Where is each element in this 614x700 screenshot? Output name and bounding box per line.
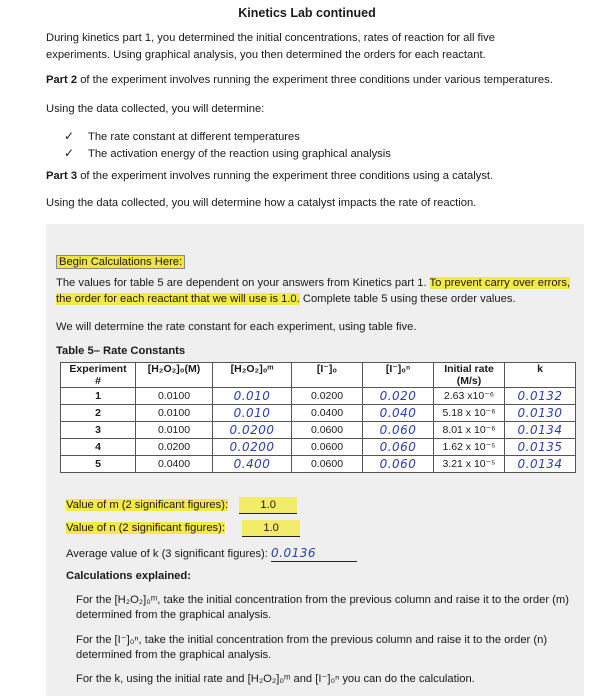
checkmark-icon: ✓ <box>64 146 75 160</box>
handwritten-cell[interactable]: 0.0130 <box>505 405 576 422</box>
handwritten-cell[interactable]: 0.0200 <box>213 439 292 456</box>
handwritten-cell[interactable]: 0.400 <box>213 456 292 473</box>
handwritten-cell[interactable]: 0.060 <box>363 439 434 456</box>
table-header-row <box>61 363 576 388</box>
handwritten-cell[interactable]: 0.060 <box>363 456 434 473</box>
average-k-row <box>66 545 357 562</box>
part2-using: Using the data collected, you will determine: <box>46 103 265 115</box>
part2-paragraph <box>46 72 553 88</box>
rate-constant-line: We will determine the rate constant for each experiment, using table five. <box>56 321 417 333</box>
handwritten-cell[interactable]: 0.0132 <box>505 388 576 405</box>
calc-p3: For the k, using the initial rate and [H₂O₂]₀ᵐ and [I⁻]₀ⁿ you can do the calculation. <box>76 673 475 685</box>
bullet-item <box>64 129 300 143</box>
handwritten-cell[interactable]: 0.010 <box>213 405 292 422</box>
handwritten-cell[interactable]: 0.010 <box>213 388 292 405</box>
rate-constants-table <box>60 362 576 473</box>
header-iodide-n: [I⁻]₀ⁿ <box>363 363 434 388</box>
handwritten-cell[interactable]: 0.0134 <box>505 422 576 439</box>
value-m-field[interactable]: 1.0 <box>239 497 297 514</box>
table-title: Table 5– Rate Constants <box>56 345 186 357</box>
part3-label: Part 3 <box>46 170 78 182</box>
table5-intro-line-2: the order for each reactant that we will use is 1.0. Complete table 5 using these order values. <box>56 293 516 305</box>
average-k-label: Average value of k (3 significant figures): <box>66 548 268 560</box>
header-h2o2-m: [H₂O₂]₀ᵐ <box>213 363 292 388</box>
intro-line-2: experiments. Using graphical analysis, you then determined the orders for each reactant. <box>46 49 486 61</box>
value-n-row <box>66 520 300 537</box>
table-row: 2 0.0100 0.010 0.0400 0.040 5.18 x 10⁻⁶ 0.0130 <box>61 405 576 422</box>
part2-text: of the experiment involves running the experiment three conditions under various temperatures. <box>77 74 553 86</box>
handwritten-cell[interactable]: 0.040 <box>363 405 434 422</box>
handwritten-cell[interactable]: 0.060 <box>363 422 434 439</box>
header-h2o2: [H₂O₂]₀(M) <box>136 363 213 388</box>
table-row: 1 0.0100 0.010 0.0200 0.020 2.63 x10⁻⁶ 0.0132 <box>61 388 576 405</box>
value-m-label: Value of m (2 significant figures): <box>66 499 229 511</box>
handwritten-cell[interactable]: 0.020 <box>363 388 434 405</box>
value-n-field[interactable]: 1.0 <box>242 520 300 537</box>
header-iodide: [I⁻]₀ <box>292 363 363 388</box>
bullet-text: The rate constant at different temperatures <box>88 131 300 143</box>
checkmark-icon: ✓ <box>64 129 75 143</box>
value-n-label: Value of n (2 significant figures): <box>66 522 225 534</box>
handwritten-cell[interactable]: 0.0200 <box>213 422 292 439</box>
part3-text: of the experiment involves running the experiment three conditions using a catalyst. <box>77 170 494 182</box>
handwritten-cell[interactable]: 0.0134 <box>505 456 576 473</box>
calculations-heading: Calculations explained: <box>66 570 191 582</box>
part2-label: Part 2 <box>46 74 78 86</box>
intro-line-1: During kinetics part 1, you determined the initial concentrations, rates of reaction for all five <box>46 32 495 44</box>
page-title: Kinetics Lab continued <box>238 6 376 20</box>
table-row: 4 0.0200 0.0200 0.0600 0.060 1.62 x 10⁻⁵ 0.0135 <box>61 439 576 456</box>
table-row: 3 0.0100 0.0200 0.0600 0.060 8.01 x 10⁻⁶ 0.0134 <box>61 422 576 439</box>
bullet-text: The activation energy of the reaction using graphical analysis <box>88 148 391 160</box>
header-experiment: Experiment # <box>61 363 136 388</box>
table-row: 5 0.0400 0.400 0.0600 0.060 3.21 x 10⁻⁵ 0.0134 <box>61 456 576 473</box>
part3-using: Using the data collected, you will determine how a catalyst impacts the rate of reaction. <box>46 197 477 209</box>
begin-calculations-label: Begin Calculations Here: <box>56 254 185 270</box>
calc-p1-line-1: For the [H₂O₂]₀ᵐ, take the initial concentration from the previous column and raise it to the order (m) <box>76 594 569 606</box>
calc-p2-line-2: determined from the graphical analysis. <box>76 649 272 661</box>
calc-p2-line-1: For the [I⁻]₀ⁿ, take the initial concentration from the previous column and raise it to the order (n) <box>76 634 548 646</box>
header-initial-rate: Initial rate (M/s) <box>434 363 505 388</box>
calc-p1-line-2: determined from the graphical analysis. <box>76 609 272 621</box>
header-k: k <box>505 363 576 388</box>
table5-intro-line-1: The values for table 5 are dependent on your answers from Kinetics part 1. To prevent carry over errors, <box>56 277 571 289</box>
handwritten-cell[interactable]: 0.0135 <box>505 439 576 456</box>
value-m-row <box>66 497 297 514</box>
average-k-field[interactable]: 0.0136 <box>271 545 357 562</box>
bullet-item <box>64 146 391 160</box>
part3-paragraph <box>46 168 493 184</box>
